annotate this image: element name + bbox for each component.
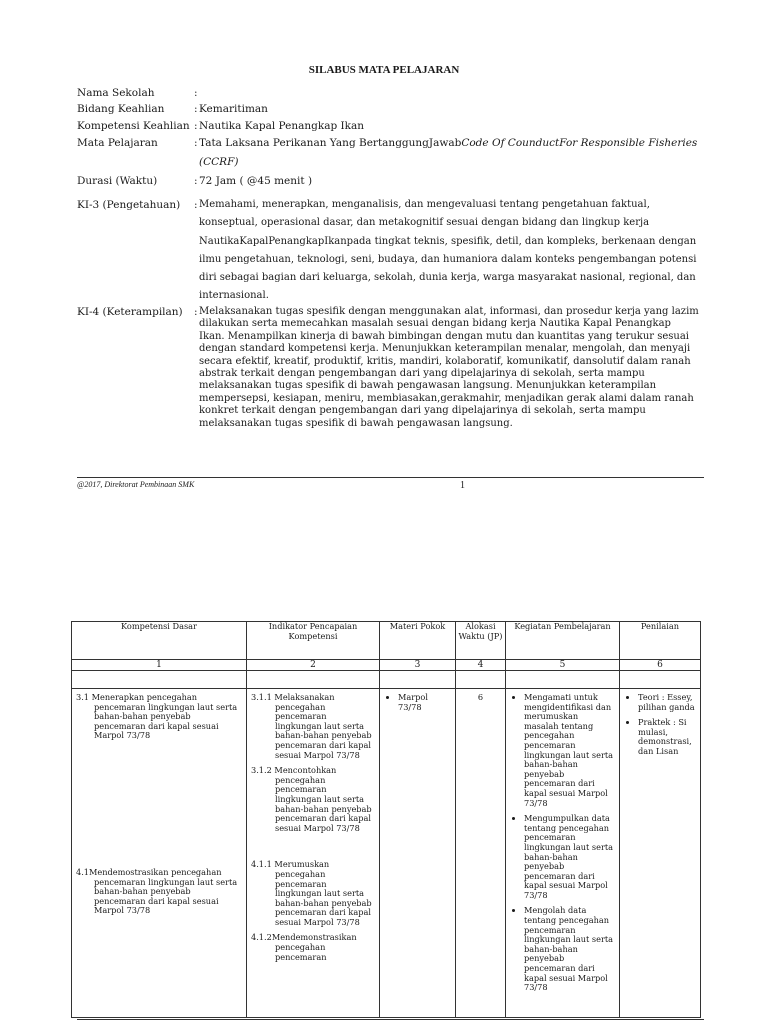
kd-item: 3.1 Menerapkan pencegahan pencemaran lingkungan laut serta bahan-bahan penyebab pencemaran dari kapal sesuai Marpol 73/78 [76,692,238,741]
alokasi-value: 6 [477,692,484,702]
penilaian-item: • Praktek : Si mulasi, demonstrasi, dan Lisan [638,718,696,756]
column-number: 4 [456,660,506,671]
materi-item: • Marpol 73/78 [398,693,451,712]
empty-cell [456,671,506,689]
header-alokasi-waktu: Alokasi Waktu (JP) [456,622,506,660]
page-number: 1 [460,480,465,491]
info-label: Bidang Keahlian [77,103,165,115]
header-materi-pokok: Materi Pokok [380,622,456,660]
info-value: Melaksanakan tugas spesifik dengan menggunakan alat, informasi, dan prosedur kerja yang lazim dilakukan serta memecahkan masalah sesuai dengan bidang kerja Nautika Kapal Penangkap Ikan. Menampilkan kinerja di bawah bimbingan dengan mutu dan kuantitas yang terukur sesuai dengan standard kompetensi kerja. Menunjukkan keterampilan menalar, mengolah, dan menyaji secara efektif, kreatif, produktif, kritis, mandiri, kolaboratif, komunikatif, dansolutif dalam ranah abstrak terkait dengan pengembangan dari yang dipelajarinya di sekolah, serta mampu melaksanakan tugas spesifik di bawah pengawasan langsung. Menunjukkan keterampilan mempersepsi, kesiapan, meniru, membiasakan,gerakmahir, menjadikan gerak alami dalam ranah konkret terkait dengan pengembangan dari yang dipelajarinya di sekolah, serta mampu melaksanakan tugas spesifik di bawah pengawasan langsung. [199,306,699,429]
info-colon: : [194,137,198,149]
empty-cell [380,671,456,689]
header-kompetensi-dasar: Kompetensi Dasar [72,622,247,660]
column-number: 1 [72,660,247,671]
table-header-row [72,622,701,660]
info-colon: : [194,87,198,99]
info-colon: : [194,103,198,115]
kegiatan-item: • Mengolah data tentang pencegahan pencemaran lingkungan laut serta bahan-bahan penyebab pencemaran dari kapal sesuai Marpol 73/78 [524,906,615,992]
indikator-item: 4.1.1 Merumuskan pencegahan pencemaran lingkungan laut serta bahan-bahan penyebab pencemaran dari kapal sesuai Marpol 73/78 [251,859,372,927]
penilaian-item: • Teori : Essey, pilihan ganda [638,693,696,712]
table-number-row [72,660,701,671]
column-number: 3 [380,660,456,671]
syllabus-table [71,621,701,1018]
column-number: 5 [506,660,620,671]
indikator-item: 3.1.2 Mencontohkan pencegahan pencemaran lingkungan laut serta bahan-bahan penyebab pencemaran dari kapal sesuai Marpol 73/78 [251,765,372,833]
info-colon: : [194,120,198,132]
table-row [72,689,701,1018]
indikator-cell [247,689,380,1018]
indikator-item: 3.1.1 Melaksanakan pencegahan pencemaran lingkungan laut serta bahan-bahan penyebab pencemaran dari kapal sesuai Marpol 73/78 [251,692,372,760]
bottom-divider [77,1019,704,1020]
info-label: Durasi (Waktu) [77,175,158,187]
subject-name: Tata Laksana Perikanan Yang BertanggungJawab [199,137,462,149]
info-value [199,134,699,172]
kompetensi-dasar-cell [72,689,247,1018]
info-value: Kemaritiman [199,103,268,115]
kegiatan-item: • Mengumpulkan data tentang pencegahan pencemaran lingkungan laut serta bahan-bahan penyebab pencemaran dari kapal sesuai Marpol 73/78 [524,814,615,900]
info-label: KI-3 (Pengetahuan) [77,199,181,211]
info-label: Kompetensi Keahlian [77,120,190,132]
indikator-item: 4.1.2Mendemonstrasikan pencegahan pencemaran [251,932,357,962]
info-colon: : [194,199,198,211]
column-number: 6 [620,660,701,671]
info-label: KI-4 (Keterampilan) [77,306,183,318]
info-value: Memahami, menerapkan, menganalisis, dan mengevaluasi tentang pengetahuan faktual, konseptual, operasional dasar, dan metakognitif sesuai dengan bidang dan lingkup kerja NautikaKapalPenangkapIkanpada tingkat teknis, spesifik, detil, dan kompleks, berkenaan dengan ilmu pengetahuan, teknologi, seni, budaya, dan humaniora dalam konteks pengembangan potensi diri sebagai bagian dari keluarga, sekolah, dunia kerja, warga masyarakat nasional, regional, dan internasional. [199,199,697,302]
footer-divider [77,477,704,478]
header-penilaian: Penilaian [620,622,701,660]
empty-cell [506,671,620,689]
empty-cell [247,671,380,689]
materi-pokok-cell [380,689,456,1018]
page-title: SILABUS MATA PELAJARAN [308,64,460,76]
column-number: 2 [247,660,380,671]
header-indikator: Indikator Pencapaian Kompetensi [247,622,380,660]
header-kegiatan: Kegiatan Pembelajaran [506,622,620,660]
info-value: Nautika Kapal Penangkap Ikan [199,120,365,132]
empty-cell [72,671,247,689]
subject-english-name: Code Of CounductFor Responsible Fisheries (CCRF) [199,137,698,168]
info-value: 72 Jam ( @45 menit ) [199,175,313,187]
alokasi-cell [456,689,506,1018]
info-colon: : [194,306,198,318]
footer-copyright: @2017, Direktorat Pembinaan SMK [77,480,195,489]
empty-cell [620,671,701,689]
kegiatan-cell [506,689,620,1018]
kd-item: 4.1Mendemostrasikan pencegahan pencemaran lingkungan laut serta bahan-bahan penyebab pencemaran dari kapal sesuai Marpol 73/78 [76,866,238,916]
info-label: Nama Sekolah [77,87,155,99]
info-label: Mata Pelajaran [77,137,158,149]
penilaian-cell [620,689,701,1018]
table-spacer-row [72,671,701,689]
kegiatan-item: • Mengamati untuk mengidentifikasi dan merumuskan masalah tentang pencegahan pencemaran lingkungan laut serta bahan-bahan penyebab pencemaran dari kapal sesuai Marpol 73/78 [524,693,615,808]
info-colon: : [194,175,198,187]
